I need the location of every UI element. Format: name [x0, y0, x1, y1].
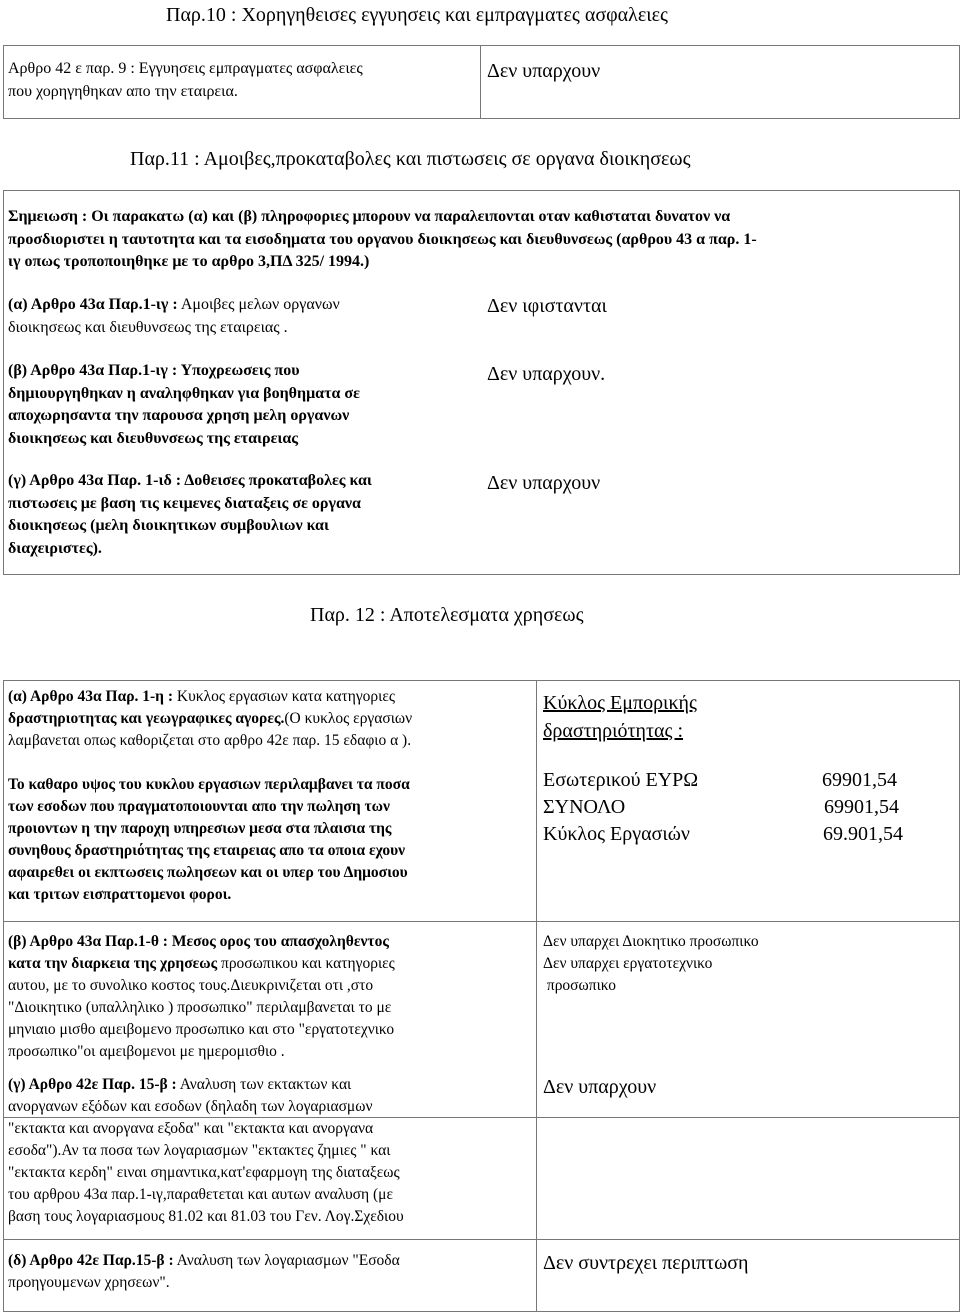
item-ref: (β) Αρθρο 43α Παρ.1-θ : Μεσος ορος του απασχοληθεντος: [8, 933, 389, 950]
par10-title: Παρ.10 : Χορηγηθεισες εγγυησεις και εμπραγματες ασφαλειες: [166, 4, 668, 26]
item-ref: (γ) Αρθρο 42ε Παρ. 15-β :: [8, 1076, 177, 1093]
turnover-label: Κύκλος Εργασιών: [543, 823, 690, 845]
paragraph-line: των εσοδων που πραγματοποιουνται απο την πωληση των: [8, 798, 390, 815]
item-ref: (β) Αρθρο 43α Παρ.1-ιγ : Υποχρεωσεις που: [8, 362, 300, 379]
item-text: διοικησεως και διευθυνσεως της εταιρειας: [8, 429, 299, 447]
item-text: λαμβανεται οπως καθοριζεται στο αρθρο 42ε παρ. 15 εδαφιο α ).: [8, 732, 412, 749]
note-line: Σημειωση : Οι παρακατω (α) και (β) πληροφοριες μπορουν να παραλειπονται οταν καθισταται δυνατον να: [8, 208, 731, 225]
par11-item-c: [8, 470, 372, 560]
par11-item-b-value: Δεν υπαρχουν.: [487, 363, 606, 385]
par10-row-label: [8, 58, 363, 103]
turnover-label: Εσωτερικού ΕΥΡΩ: [543, 769, 699, 791]
item-text-bold: κατα την διαρκεια της χρησεως: [8, 955, 218, 972]
paragraph-line: αφαιρεθει οι εκπτωσεις πωλησεων και οι υπερ του Δημοσιου: [8, 864, 408, 881]
item-text: διαχειριστες).: [8, 539, 102, 557]
item-ref: (γ) Αρθρο 43α Παρ. 1-ιδ : Δοθεισες προκαταβολες και: [8, 472, 372, 489]
paragraph-line: και τριτων εισπραττομενοι φοροι.: [8, 886, 232, 903]
par12-title: Παρ. 12 : Αποτελεσματα χρησεως: [310, 604, 584, 626]
par11-title: Παρ.11 : Αμοιβες,προκαταβολες και πιστωσεις σε οργανα διοικησεως: [130, 148, 691, 170]
paragraph-line: συνηθους δραστηριότητας της εταιρειας απο τα οποια εχουν: [8, 842, 406, 859]
turnover-value: 69.901,54: [823, 823, 903, 845]
heading-line: Κύκλος Εμπορικής: [543, 692, 697, 714]
row-divider: [4, 1239, 959, 1240]
item-text: δημιουργηθηκαν η αναληφθηκαν για βοηθηματα σε: [8, 384, 360, 402]
paragraph-line: Το καθαρο υψος του κυκλου εργασιων περιλαμβανει τα ποσα: [8, 776, 410, 793]
turnover-table: [543, 767, 903, 848]
value-line: προσωπικο: [543, 977, 616, 994]
turnover-label: ΣΥΝΟΛΟ: [543, 796, 626, 818]
item-text: εσοδα").Αν τα ποσα των λογαριασμων "εκτακτες ζημιες " και: [8, 1142, 391, 1159]
column-divider: [480, 46, 481, 118]
value-line: Δεν υπαρχει εργατοτεχνικο: [543, 955, 713, 972]
par11-item-a-value: Δεν ιφιστανται: [487, 295, 607, 317]
item-text: (Ο κυκλος εργασιων: [284, 710, 413, 727]
value-line: Δεν υπαρχει Διοκητικο προσωπικο: [543, 933, 759, 950]
par11-item-a: [8, 294, 340, 339]
turnover-row: [543, 794, 903, 821]
item-text: προσωπικο"οι αμειβομενοι με ημερομισθιο .: [8, 1043, 285, 1060]
turnover-value: 69901,54: [822, 769, 897, 791]
item-text: "εκτακτα κερδη" ειναι σημαντικα,κατ'εφαρμογη της διαταξεως: [8, 1164, 400, 1181]
item-text: διοικησεως και διευθυνσεως της εταιρειας .: [8, 318, 288, 336]
note-line: προσδιοριστει η ταυτοτητα και τα εισοδηματα του οργανου διοικησεως και διευθυνσεως (αρθρου 43 α παρ. 1-: [8, 230, 757, 248]
item-ref: (α) Αρθρο 43α Παρ. 1-η :: [8, 688, 174, 705]
row-divider: [4, 921, 959, 922]
item-text-bold: δραστηριοτητας και γεωγραφικες αγορες.: [8, 710, 285, 727]
par11-item-c-value: Δεν υπαρχουν: [487, 472, 601, 494]
item-text: βαση τους λογαριασμους 81.02 και 81.03 του Γεν. Λογ.Σχεδιου: [8, 1208, 404, 1225]
par12-item-b: [8, 931, 528, 1063]
turnover-value: 69901,54: [824, 796, 899, 818]
item-ref: (δ) Αρθρο 42ε Παρ.15-β :: [8, 1252, 174, 1269]
par12-item-b-value: [543, 931, 759, 997]
label-line: Αρθρο 42 ε παρ. 9 : Εγγυησεις εμπραγματες ασφαλειες: [8, 60, 363, 77]
paragraph-line: προιοντων η την παροχη υπηρεσιων μεσα στα πλαισια της: [8, 820, 392, 837]
note-line: ιγ οπως τροποποιηθηκε με το αρθρο 3,ΠΔ 325/ 1994.): [8, 253, 370, 270]
item-text: του αρθρου 43α παρ.1-ιγ,παραθετεται και αυτων αναλυση (με: [8, 1186, 393, 1203]
par12-item-d-value: Δεν συντρεχει περιπτωση: [543, 1252, 749, 1274]
item-text: Αναλυση των λογαριασμων "Εσοδα: [173, 1252, 400, 1269]
item-text: "εκτακτα και ανοργανα εξοδα" και "εκτακτα και ανοργανα: [8, 1120, 374, 1137]
heading-line: δραστηριότητας :: [543, 720, 684, 742]
par12-item-a: [8, 686, 528, 752]
item-text: μηνιαιο μισθο αμειβομενο προσωπικο και στο "εργατοτεχνικο: [8, 1021, 395, 1038]
item-text: ανοργανων εξόδων και εσοδων (δηλαδη των λογαριασμων: [8, 1098, 373, 1115]
item-text: Κυκλος εργασιων κατα κατηγοριες: [173, 688, 395, 705]
par12-item-c: [8, 1074, 528, 1228]
item-text: Αμοιβες μελων οργανων: [177, 296, 340, 313]
item-text: διοικησεως (μελη διοικητικων συμβουλιων και: [8, 517, 329, 534]
label-line: που χορηγηθηκαν απο την εταιρεια.: [8, 82, 238, 100]
turnover-row: [543, 767, 903, 794]
column-divider: [536, 681, 537, 1311]
par12-item-a-paragraph: [8, 774, 528, 906]
par11-note: [8, 206, 757, 274]
item-text: αυτου, με το συνολικο κοστος τους.Διευκρινιζεται οτι ,στο: [8, 977, 374, 994]
item-text: αποχωρησαντα την παρουσα χρηση μελη οργανων: [8, 407, 350, 424]
item-text: προηγουμενων χρησεων".: [8, 1274, 170, 1291]
par11-item-b: [8, 360, 360, 450]
turnover-heading: [543, 689, 697, 745]
turnover-row: [543, 821, 903, 848]
par12-item-c-value: Δεν υπαρχουν: [543, 1076, 657, 1098]
item-ref: (α) Αρθρο 43α Παρ.1-ιγ :: [8, 296, 178, 313]
item-text: πιστωσεις με βαση τις κειμενες διαταξεις σε οργανα: [8, 494, 361, 512]
item-text: προσωπικου και κατηγοριες: [217, 955, 395, 972]
par12-item-d: [8, 1250, 528, 1294]
item-text: Αναλυση των εκτακτων και: [176, 1076, 352, 1093]
par10-row-value: Δεν υπαρχουν: [487, 60, 601, 82]
item-text: "Διοικητικο (υπαλληλικο ) προσωπικο" περιλαμβανεται το με: [8, 999, 392, 1016]
